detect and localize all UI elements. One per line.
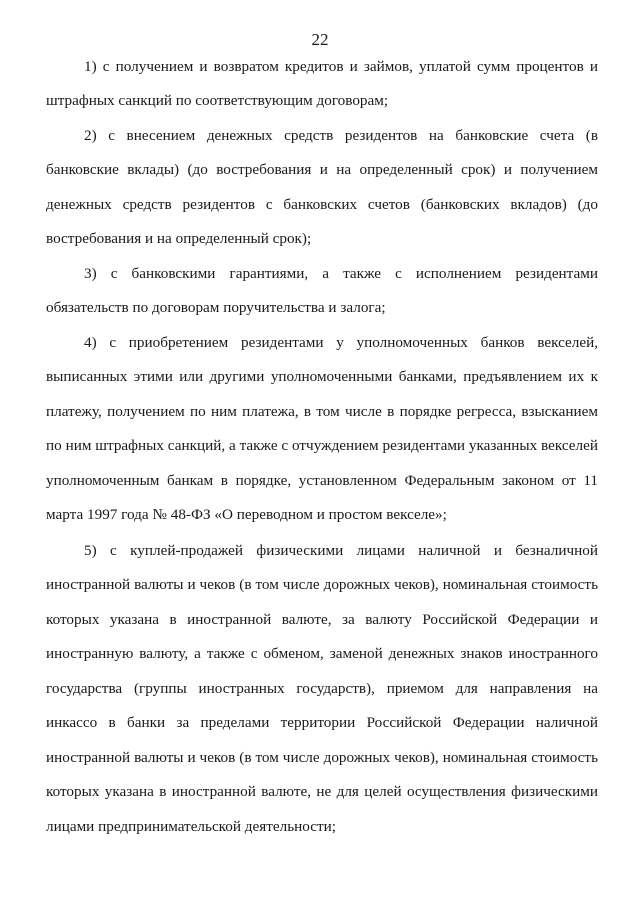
text-line: иностранную валюту, а также с обменом, заменой денежных знаков иностранного xyxy=(46,645,598,662)
text-line: банковские вклады) (до востребования и на определенный срок) и получением xyxy=(46,161,598,178)
text-line: государства (группы иностранных государств), приемом для направления на xyxy=(46,680,598,697)
text-line: 2) с внесением денежных средств резидентов на банковские счета (в xyxy=(84,127,598,144)
text-line: которых указана в иностранной валюте, не для целей осуществления физическими xyxy=(46,783,598,800)
text-line: 1) с получением и возвратом кредитов и займов, уплатой сумм процентов и xyxy=(84,58,598,75)
text-line: штрафных санкций по соответствующим договорам; xyxy=(46,92,389,109)
text-line: платежу, получением по ним платежа, в том числе в порядке регресса, взысканием xyxy=(46,403,598,420)
text-line: по ним штрафных санкций, а также с отчуждением резидентами указанных векселей xyxy=(46,437,598,454)
text-line: инкассо в банки за пределами территории Российской Федерации наличной xyxy=(46,714,598,731)
text-line: 3) с банковскими гарантиями, а также с исполнением резидентами xyxy=(84,265,598,282)
text-line: денежных средств резидентов с банковских счетов (банковских вкладов) (до xyxy=(46,196,598,213)
text-line: обязательств по договорам поручительства и залога; xyxy=(46,299,386,316)
text-line: марта 1997 года № 48-ФЗ «О переводном и простом векселе»; xyxy=(46,506,447,523)
text-line: которых указана в иностранной валюте, за валюту Российской Федерации и xyxy=(46,611,598,628)
text-line: лицами предпринимательской деятельности; xyxy=(46,818,336,835)
text-line: 4) с приобретением резидентами у уполномоченных банков векселей, xyxy=(84,334,598,351)
page-number: 22 xyxy=(311,30,329,49)
text-line: уполномоченным банкам в порядке, установленном Федеральным законом от 11 xyxy=(46,472,598,489)
text-line: иностранной валюты и чеков (в том числе дорожных чеков), номинальная стоимость xyxy=(46,576,598,593)
text-line: иностранной валюты и чеков (в том числе дорожных чеков), номинальная стоимость xyxy=(46,749,598,766)
text-line: выписанных этими или другими уполномоченными банками, предъявлением их к xyxy=(46,368,598,385)
text-line: 5) с куплей-продажей физическими лицами наличной и безналичной xyxy=(84,542,598,559)
text-line: востребования и на определенный срок); xyxy=(46,230,312,247)
